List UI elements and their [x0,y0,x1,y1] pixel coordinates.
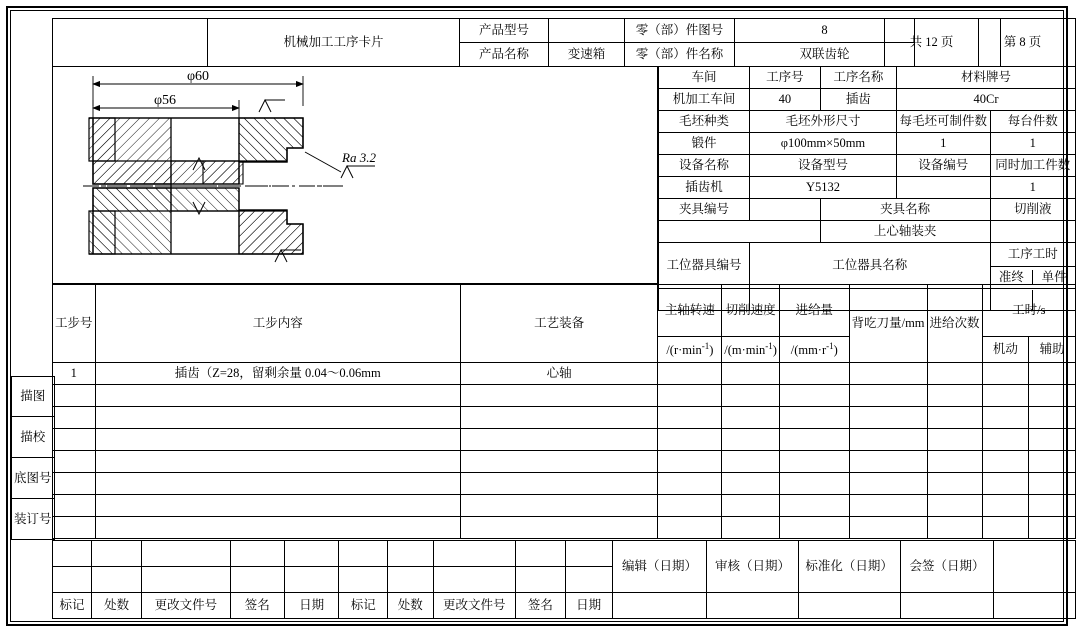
step-no-cell[interactable] [53,407,96,429]
col-machine-time: 机动 [982,337,1029,363]
table-row[interactable] [53,407,1076,429]
part-name-label: 零（部）件名称 [625,43,735,67]
step-machine-cell[interactable] [982,473,1029,495]
left-divider [52,284,53,566]
header-blank-left [53,19,208,67]
simultaneous-value[interactable]: 1 [990,177,1076,199]
step-machine-cell[interactable] [982,495,1029,517]
signoff-standardize: 标准化（日期） [798,541,900,593]
col-cut-unit-text: /(m·min [724,343,766,358]
bottom-blank-b5 [284,567,338,593]
step-spindle-cell[interactable] [658,407,722,429]
col-step-no [53,285,96,363]
col-feed [779,285,849,337]
signoff-countersign: 会签（日期） [900,541,994,593]
table-row[interactable] [53,451,1076,473]
step-depth-cell[interactable] [849,495,927,517]
step-cut-cell[interactable] [722,407,780,429]
col-feed-text: 进给量 [795,303,834,318]
step-no-cell[interactable] [53,429,96,451]
step-feed-cell[interactable] [779,473,849,495]
steps-table [52,284,1076,539]
material-value[interactable]: 40Cr [896,89,1075,111]
process-time-label: 工序工时 [990,243,1076,267]
blank-size-label: 毛坯外形尺寸 [749,111,896,133]
simultaneous-label: 同时加工件数 [990,155,1076,177]
step-depth-cell[interactable] [849,451,927,473]
dimension-outer-label: φ60 [186,69,210,84]
bottom-blank-b2 [91,567,141,593]
sidebar-item-miaojiao: 描校 [12,417,55,458]
setup-time-label: 准终 [991,270,1033,284]
revision-date-2: 日期 [565,593,612,619]
step-content-cell[interactable] [95,495,460,517]
step-cut-cell[interactable] [722,495,780,517]
step-passes-cell[interactable] [927,363,982,385]
part-name-value[interactable]: 双联齿轮 [735,43,915,67]
signoff-blank [994,541,1076,593]
step-aux-cell[interactable] [1029,429,1076,451]
material-label: 材料牌号 [896,67,1075,89]
step-feed-cell[interactable] [779,451,849,473]
equip-model-value[interactable]: Y5132 [749,177,896,199]
revision-date: 日期 [284,593,338,619]
product-model-value[interactable] [549,19,625,43]
step-aux-cell[interactable] [1029,385,1076,407]
step-aux-cell[interactable] [1029,495,1076,517]
col-depth [849,285,927,363]
bottom-blank-b3 [142,567,230,593]
step-depth-cell[interactable] [849,429,927,451]
roughness-label: Ra 3.2 [342,150,376,165]
product-name-label: 产品名称 [460,43,549,67]
per-blank-value[interactable]: 1 [896,133,990,155]
revision-blank-2[interactable] [707,593,798,619]
step-no-cell[interactable] [53,495,96,517]
bottom-blank-b8 [433,567,516,593]
step-machine-cell[interactable] [982,429,1029,451]
table-row[interactable] [53,429,1076,451]
step-depth-cell[interactable] [849,385,927,407]
fixture-no-value[interactable] [749,199,820,221]
fixture-no-value-row[interactable] [659,221,821,243]
blank-size-value[interactable]: φ100mm×50mm [749,133,896,155]
part-drawing-label: 零（部）件图号 [625,19,735,43]
step-content-cell[interactable] [95,451,460,473]
step-passes-cell[interactable] [927,451,982,473]
col-spindle-unit: $/(r\cdot\min^{-1})$ [658,337,722,363]
equip-no-label: 设备编号 [896,155,990,177]
col-spindle-speed [658,285,722,337]
revision-blank-4[interactable] [900,593,994,619]
signoff-review: 审核（日期） [707,541,798,593]
bottom-blank-3 [142,541,230,567]
col-cut-unit: $/(m\cdot\min^{-1})$ [722,337,780,363]
step-no-cell[interactable] [53,451,96,473]
step-no-cell[interactable]: 1 [53,363,96,385]
bottom-blank-1 [53,541,92,567]
process-name-label: 工序名称 [820,67,896,89]
revision-blank-5[interactable] [994,593,1076,619]
revision-mark: 标记 [53,593,92,619]
bottom-blank-b1 [53,567,92,593]
step-spindle-cell[interactable] [658,517,722,539]
sidebar-item-zhuangding: 装订号 [12,499,55,540]
col-passes-text: 进给次数 [929,316,980,331]
step-passes-cell[interactable] [927,495,982,517]
step-aux-cell[interactable] [1029,517,1076,539]
step-passes-cell[interactable] [927,407,982,429]
revision-sign-2: 签名 [516,593,566,619]
coolant-value[interactable] [990,221,1076,243]
revision-doc-no-2: 更改文件号 [433,593,516,619]
step-tooling-cell[interactable] [460,429,658,451]
step-depth-cell[interactable] [849,517,927,539]
step-spindle-cell[interactable] [658,363,722,385]
col-passes [927,285,982,363]
per-unit-value[interactable]: 1 [990,133,1076,155]
per-blank-label: 每毛坯可制件数 [896,111,990,133]
current-page: 第 8 页 [979,19,1067,67]
part-drawing-value[interactable]: 8 [735,19,915,43]
col-spindle-unit-text: /(r·min [666,343,702,358]
step-content-cell[interactable] [95,517,460,539]
bottom-blank-8 [433,541,516,567]
per-unit-label: 每台件数 [990,111,1076,133]
step-no-cell[interactable] [53,473,96,495]
bottom-blank-b4 [230,567,284,593]
coolant-label: 切削液 [990,199,1076,221]
dimension-inner-label: φ56 [153,93,177,108]
step-passes-cell[interactable] [927,385,982,407]
step-spindle-cell[interactable] [658,429,722,451]
col-feed-unit-sup: -1 [826,341,834,352]
step-tooling-cell[interactable] [460,407,658,429]
step-passes-cell[interactable] [927,517,982,539]
blank-type-value[interactable]: 锻件 [659,133,750,155]
col-tooling: 工艺装备 [460,285,658,363]
revision-mark-2: 标记 [339,593,388,619]
col-depth-text: 背吃刀量/mm [851,316,925,331]
revision-doc-no: 更改文件号 [142,593,230,619]
col-aux-time: 辅助 [1029,337,1076,363]
col-spindle-unit-sup: -1 [701,341,710,352]
bottom-blank-b6 [339,567,388,593]
process-no-label: 工序号 [749,67,820,89]
step-feed-cell[interactable] [779,517,849,539]
product-name-value[interactable]: 变速箱 [549,43,625,67]
step-spindle-cell[interactable] [658,451,722,473]
step-tooling-cell[interactable] [460,495,658,517]
col-feed-unit: $/(mm\cdot r^{-1})$ [779,337,849,363]
col-time: 工时/s [982,285,1075,337]
bottom-blank-b10 [565,567,612,593]
col-cut-speed-text: 切削速度 [725,303,776,318]
step-machine-cell[interactable] [982,385,1029,407]
table-row[interactable] [53,363,1076,385]
fixture-name-label: 夹具名称 [820,199,990,221]
step-content-cell[interactable] [95,407,460,429]
equip-name-value[interactable]: 插齿机 [659,177,750,199]
revision-count-2: 处数 [388,593,433,619]
step-feed-cell[interactable] [779,363,849,385]
step-depth-cell[interactable] [849,407,927,429]
equip-model-label: 设备型号 [749,155,896,177]
sidebar-item-miaotu: 描图 [12,377,55,417]
step-machine-cell[interactable] [982,451,1029,473]
col-cut-speed [722,285,780,337]
total-pages: 共 12 页 [885,19,979,67]
bottom-blank-7 [388,541,433,567]
col-spindle-speed-text: 主轴转速 [664,303,715,318]
bottom-blank-5 [284,541,338,567]
step-cut-cell[interactable] [722,363,780,385]
step-tooling-cell[interactable] [460,451,658,473]
step-cut-cell[interactable] [722,451,780,473]
bottom-table [52,540,1076,619]
part-drawing [53,66,658,284]
col-cut-unit-sup: -1 [765,341,773,352]
revision-blank-3[interactable] [798,593,900,619]
col-feed-unit-text: /(mm·r [790,343,827,358]
step-no-cell[interactable] [53,517,96,539]
table-row[interactable] [53,473,1076,495]
process-name-value[interactable]: 插齿 [820,89,896,111]
revision-blank-1[interactable] [612,593,707,619]
signoff-editor: 编辑（日期） [612,541,707,593]
sidebar-item-ditu: 底图号 [12,458,55,499]
step-tooling-cell[interactable] [460,385,658,407]
step-spindle-cell[interactable] [658,473,722,495]
blank-type-label: 毛坯种类 [659,111,750,133]
step-spindle-cell[interactable] [658,385,722,407]
step-feed-cell[interactable] [779,495,849,517]
step-tooling-cell[interactable]: 心轴 [460,363,658,385]
revision-sign: 签名 [230,593,284,619]
bottom-blank-9 [516,541,566,567]
step-passes-cell[interactable] [927,429,982,451]
col-step-content: 工步内容 [95,285,460,363]
step-cut-cell[interactable] [722,429,780,451]
bottom-blank-6 [339,541,388,567]
step-tooling-cell[interactable] [460,517,658,539]
step-aux-cell[interactable] [1029,407,1076,429]
bottom-blank-4 [230,541,284,567]
step-feed-cell[interactable] [779,385,849,407]
station-tool-no-label: 工位器具编号 [659,243,750,289]
step-content-cell[interactable] [95,429,460,451]
bottom-blank-b7 [388,567,433,593]
step-feed-cell[interactable] [779,429,849,451]
process-info-table [658,66,1076,311]
step-machine-cell[interactable] [982,363,1029,385]
step-machine-cell[interactable] [982,407,1029,429]
step-aux-cell[interactable] [1029,473,1076,495]
card-title: 机械加工工序卡片 [208,19,460,67]
step-content-cell[interactable] [95,385,460,407]
workshop-label: 车间 [659,67,750,89]
step-no-cell[interactable] [53,385,96,407]
step-tooling-cell[interactable] [460,473,658,495]
table-row[interactable] [53,517,1076,539]
step-cut-cell[interactable] [722,517,780,539]
step-aux-cell[interactable] [1029,451,1076,473]
side-label-table [11,376,55,540]
bottom-blank-10 [565,541,612,567]
single-time-label: 单件 [1041,270,1067,285]
fixture-no-label: 夹具编号 [659,199,750,221]
step-cut-cell[interactable] [722,473,780,495]
product-model-label: 产品型号 [460,19,549,43]
page-count-table [884,18,1067,67]
step-depth-cell[interactable] [849,363,927,385]
step-aux-cell[interactable] [1029,363,1076,385]
fixture-name-value[interactable]: 上心轴装夹 [820,221,990,243]
step-cut-cell[interactable] [722,385,780,407]
bottom-blank-b9 [516,567,566,593]
equip-no-value[interactable] [896,177,990,199]
step-passes-cell[interactable] [927,473,982,495]
col-step-no-text: 工步号 [55,316,93,331]
step-machine-cell[interactable] [982,517,1029,539]
revision-count: 处数 [91,593,141,619]
table-row[interactable] [53,385,1076,407]
step-content-cell[interactable]: 插齿（Z=28，留剩余量 0.04～0.06mm [95,363,460,385]
equip-name-label: 设备名称 [659,155,750,177]
step-feed-cell[interactable] [779,407,849,429]
bottom-blank-2 [91,541,141,567]
workshop-value[interactable]: 机加工车间 [659,89,750,111]
table-row[interactable] [53,495,1076,517]
step-depth-cell[interactable] [849,473,927,495]
station-tool-name-label: 工位器具名称 [749,243,990,289]
step-spindle-cell[interactable] [658,495,722,517]
step-content-cell[interactable] [95,473,460,495]
process-no-value[interactable]: 40 [749,89,820,111]
